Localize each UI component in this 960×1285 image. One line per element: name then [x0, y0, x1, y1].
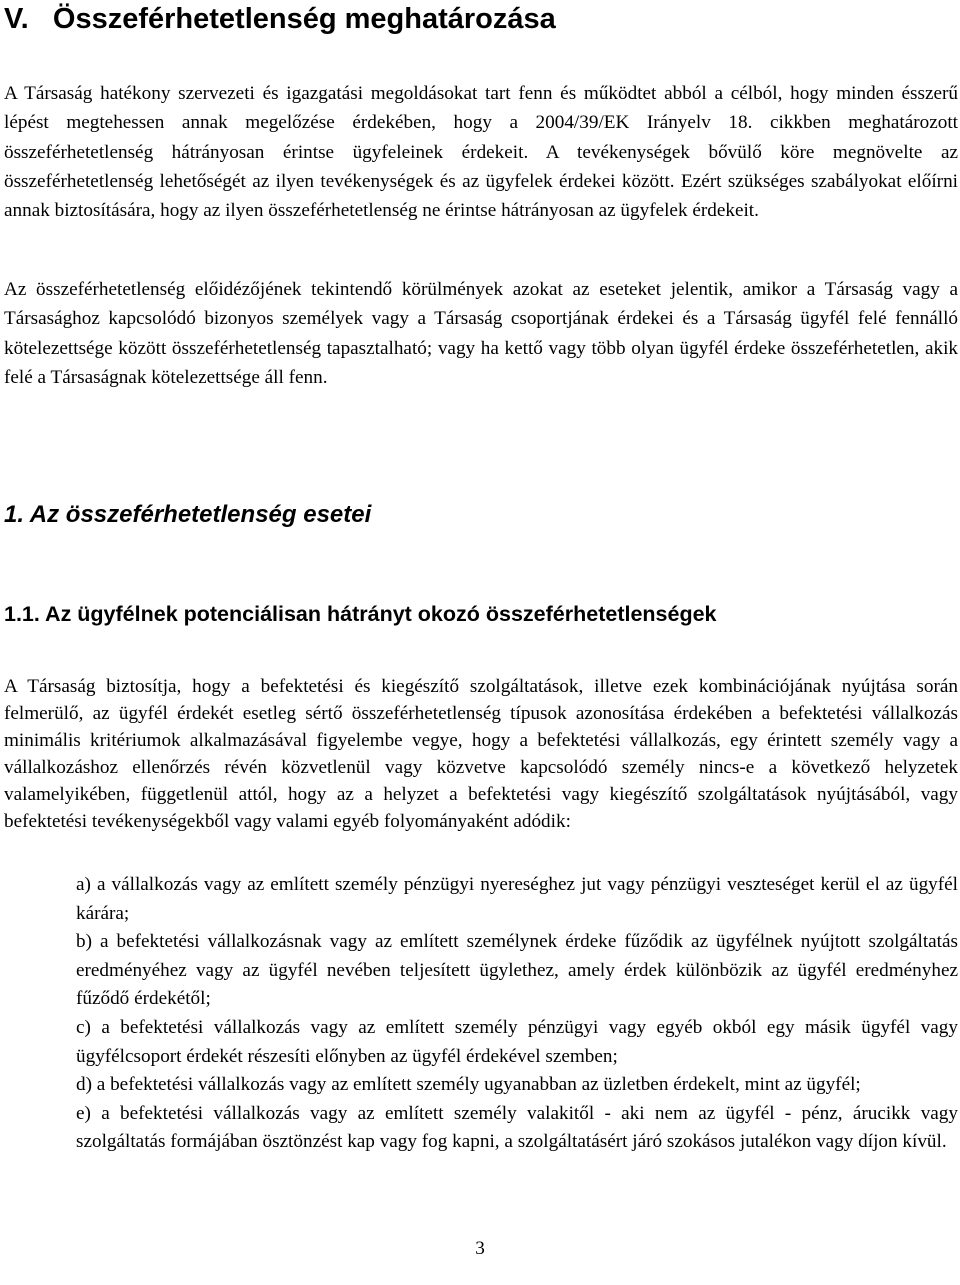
page-title: V. Összeférhetetlenség meghatározása: [4, 3, 556, 35]
list-item: d) a befektetési vállalkozás vagy az említett személy ugyanabban az üzletben érdekelt, mint az ügyfél;: [76, 1074, 861, 1096]
intro-paragraph-1: A Társaság hatékony szervezeti és igazgatási megoldásokat tart fenn és működtet abból a célból, hogy minden ésszerű lépést megtehessen annak megelőzése érdekében, hogy a 2004/39/EK Irányelv 18. cikkben meghatározott összeférhetetlenség hátrányosan érintse ügyfeleinek érdekeit. A tevékenységek bővülő köre megnövelte az összeférhetetlenség lehetőségét az ilyen tevékenységek és az ügyfelek érdekei között. Ezért szükséges szabályokat előírni annak biztosítására, hogy az ilyen összeférhetetlenség ne érintse hátrányosan az ügyfelek érdekeit.: [4, 83, 958, 222]
list-item: a) a vállalkozás vagy az említett személy pénzügyi nyereséghez jut vagy pénzügyi veszteséget kerül el az ügyfél kárára;: [76, 874, 958, 924]
page-number: 3: [475, 1238, 485, 1259]
subsection-heading: 1.1. Az ügyfélnek potenciálisan hátrányt okozó összeférhetetlenségek: [4, 602, 717, 626]
list-item: c) a befektetési vállalkozás vagy az említett személy pénzügyi vagy egyéb okból egy másik ügyfél vagy ügyfélcsoport érdekét részesíti előnyben az ügyfél érdekével szemben;: [76, 1016, 958, 1067]
subsection-paragraph: A Társaság biztosítja, hogy a befektetési és kiegészítő szolgáltatások, illetve ezek kombinációjának nyújtása során felmerülő, az ügyfél érdekét esetleg sértő összeférhetetlenség típusok azonosítása érdekében a befektetési vállalkozás minimális kritériumok alkalmazásával figyelembe vegye, hogy a befektetési vállalkozás, egy érintett személy vagy a vállalkozáshoz ellenőrzés révén közvetlenül vagy közvetve kapcsolódó személy nincs-e a következő helyzetek valamelyikében, függetlenül attól, hogy az a helyzet a befektetési vagy kiegészítő szolgáltatások nyújtásából, vagy befektetési tevékenységekből vagy valami egyéb folyományaként adódik:: [4, 676, 958, 833]
section-heading: 1. Az összeférhetetlenség esetei: [4, 501, 372, 528]
intro-paragraph-2: Az összeférhetetlenség előidézőjének tekintendő körülmények azokat az eseteket jelentik, amikor a Társaság vagy a Társasághoz kapcsolódó bizonyos személyek vagy a Társaság csoportjának érdekei és a Társaság ügyfél felé fennálló kötelezettsége között összeférhetetlenség tapasztalható; vagy ha kettő vagy több olyan ügyfél érdeke összeférhetetlen, akik felé a Társaságnak kötelezettsége áll fenn.: [4, 279, 958, 388]
situation-list: [76, 871, 958, 1157]
list-item: e) a befektetési vállalkozás vagy az említett személy valakitől - aki nem az ügyfél - pénz, árucikk vagy szolgáltatás formájában ösztönzést kap vagy fog kapni, a szolgáltatásért járó szokásos jutalékon vagy díjon kívül.: [76, 1102, 958, 1153]
list-item: b) a befektetési vállalkozásnak vagy az említett személynek érdeke fűződik az ügyfélnek nyújtott szolgáltatás eredményéhez vagy az ügyfél nevében teljesített ügylethez, amely érdek különbözik az ügyfél eredményhez fűződő érdekétől;: [76, 931, 958, 1010]
